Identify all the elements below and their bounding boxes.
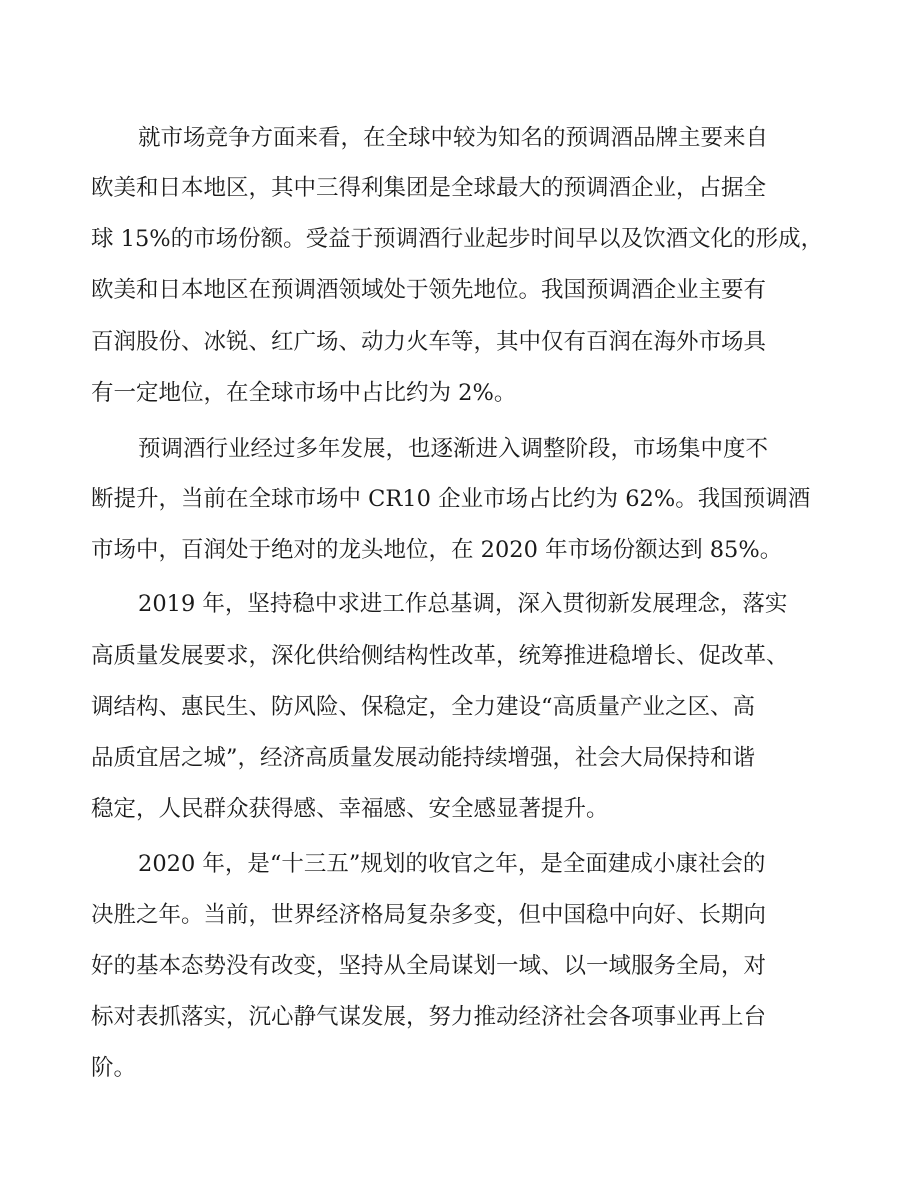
paragraph-line: 有一定地位，在全球市场中占比约为 2%。 [91,380,517,406]
paragraph-line: 百润股份、冰锐、红广场、动力火车等，其中仅有百润在海外市场具 [91,329,767,355]
paragraph-line: 标对表抓落实，沉心静气谋发展，努力推动经济社会各项事业再上台 [91,1004,767,1030]
paragraph-line: 预调酒行业经过多年发展，也逐渐进入调整阶段，市场集中度不 [138,436,769,462]
paragraph-line: 市场中，百润处于绝对的龙头地位，在 2020 年市场份额达到 85%。 [91,537,783,563]
paragraph-line: 断提升，当前在全球市场中 CR10 企业市场占比约为 62%。我国预调酒 [91,486,811,512]
paragraph-line: 好的基本态势没有改变，坚持从全局谋划一域、以一域服务全局，对 [91,953,767,979]
paragraph-line: 品质宜居之城”，经济高质量发展动能持续增强，社会大局保持和谐 [91,745,756,771]
paragraph-line: 就市场竞争方面来看，在全球中较为知名的预调酒品牌主要来自 [138,125,769,151]
paragraph-line: 欧美和日本地区在预调酒领域处于领先地位。我国预调酒企业主要有 [91,277,767,303]
paragraph-line: 阶。 [91,1055,137,1081]
paragraph-line: 球 15%的市场份额。受益于预调酒行业起步时间早以及饮酒文化的形成， [91,226,824,252]
paragraph-line: 欧美和日本地区，其中三得利集团是全球最大的预调酒企业，占据全 [91,175,767,201]
paragraph-line: 调结构、惠民生、防风险、保稳定，全力建设“高质量产业之区、高 [91,694,756,720]
paragraph-line: 2019 年，坚持稳中求进工作总基调，深入贯彻新发展理念，落实 [138,591,788,617]
paragraph-line: 稳定，人民群众获得感、幸福感、安全感显著提升。 [91,796,609,822]
paragraph-line: 2020 年，是“十三五”规划的收官之年，是全面建成小康社会的 [138,851,766,877]
paragraph-line: 决胜之年。当前，世界经济格局复杂多变，但中国稳中向好、长期向 [91,902,767,928]
paragraph-line: 高质量发展要求，深化供给侧结构性改革，统筹推进稳增长、促改革、 [91,643,789,669]
